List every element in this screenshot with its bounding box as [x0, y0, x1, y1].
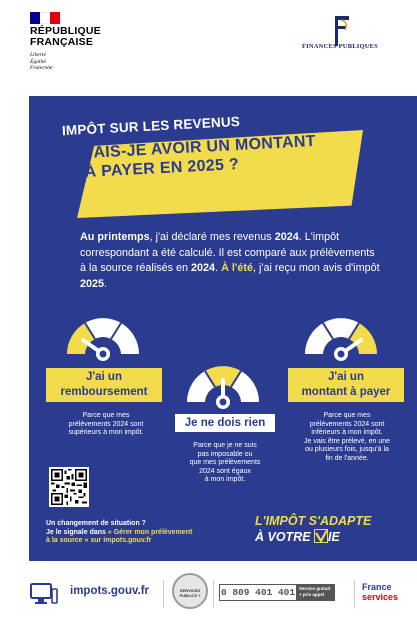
checkmark-v-icon — [314, 529, 328, 543]
poster-question: VAIS-JE AVOIR UN MONTANT À PAYER EN 2025 ? — [83, 132, 317, 182]
gauge-pay-icon — [299, 310, 383, 362]
poster-kicker: IMPÔT SUR LES REVENUS — [61, 113, 241, 139]
republic-motto: Liberté Égalité Fraternité — [30, 52, 53, 71]
services-publics-badge-icon: SERVICES PUBLICS + — [172, 573, 208, 609]
phone-pricing-tag: Service gratuit + prix appel — [297, 584, 335, 601]
republic-title: RÉPUBLIQUE FRANÇAISE — [30, 25, 101, 48]
intro-text: Au printemps, j'ai déclaré mes revenus 2024. L'impôt correspondant a été calculé. Il est comparé aux prélèvements à la source réalisés en 2024. À l'été, j'ai reçu mon avis d'impôt 2025. — [80, 231, 380, 290]
poster — [29, 96, 417, 561]
gauge-nothing-icon — [181, 358, 265, 410]
pay-description: Parce que mes prélèvements 2024 sont inférieurs à mon impôt. Je vais être prélevé, en une ou plusieurs fois, jusqu'à la fin de l'année. — [304, 412, 390, 462]
qr-code-icon[interactable] — [49, 467, 89, 507]
gauge-refund-icon — [61, 310, 145, 362]
situation-change-note: Un changement de situation ? Je le signale dans « Gérer mon prélèvement à la source » sur impots.gouv.fr — [46, 520, 246, 546]
manage-withholding-link-cont[interactable]: à la source » sur impots.gouv.fr — [46, 537, 152, 544]
divider — [163, 580, 164, 608]
divider — [354, 580, 355, 608]
pay-label: J'ai un montant à payer — [288, 368, 404, 402]
phone-number[interactable]: 0 809 401 401 — [219, 584, 297, 601]
slogan: L'IMPÔT S'ADAPTE À VOTRE IE — [255, 514, 372, 544]
marianne-flag-icon — [30, 12, 60, 24]
france-services-logo: France services — [362, 582, 399, 602]
refund-description: Parce que mes prélèvements 2024 sont supérieurs à mon impôt. — [68, 412, 144, 436]
impots-url-link[interactable]: impots.gouv.fr — [70, 585, 150, 597]
header — [0, 0, 417, 95]
monitor-icon — [30, 583, 58, 605]
finances-publiques-brand: FINANCES PUBLIQUES — [301, 43, 379, 50]
divider — [213, 580, 214, 608]
refund-label: J'ai un remboursement — [46, 368, 162, 402]
manage-withholding-link[interactable]: « Gérer mon prélèvement — [107, 528, 193, 536]
nothing-description: Parce que je ne suis pas imposable ou que mes prélèvements 2024 sont égaux à mon impôt. — [189, 442, 261, 483]
footer — [0, 570, 417, 640]
nothing-label: Je ne dois rien — [175, 414, 275, 432]
